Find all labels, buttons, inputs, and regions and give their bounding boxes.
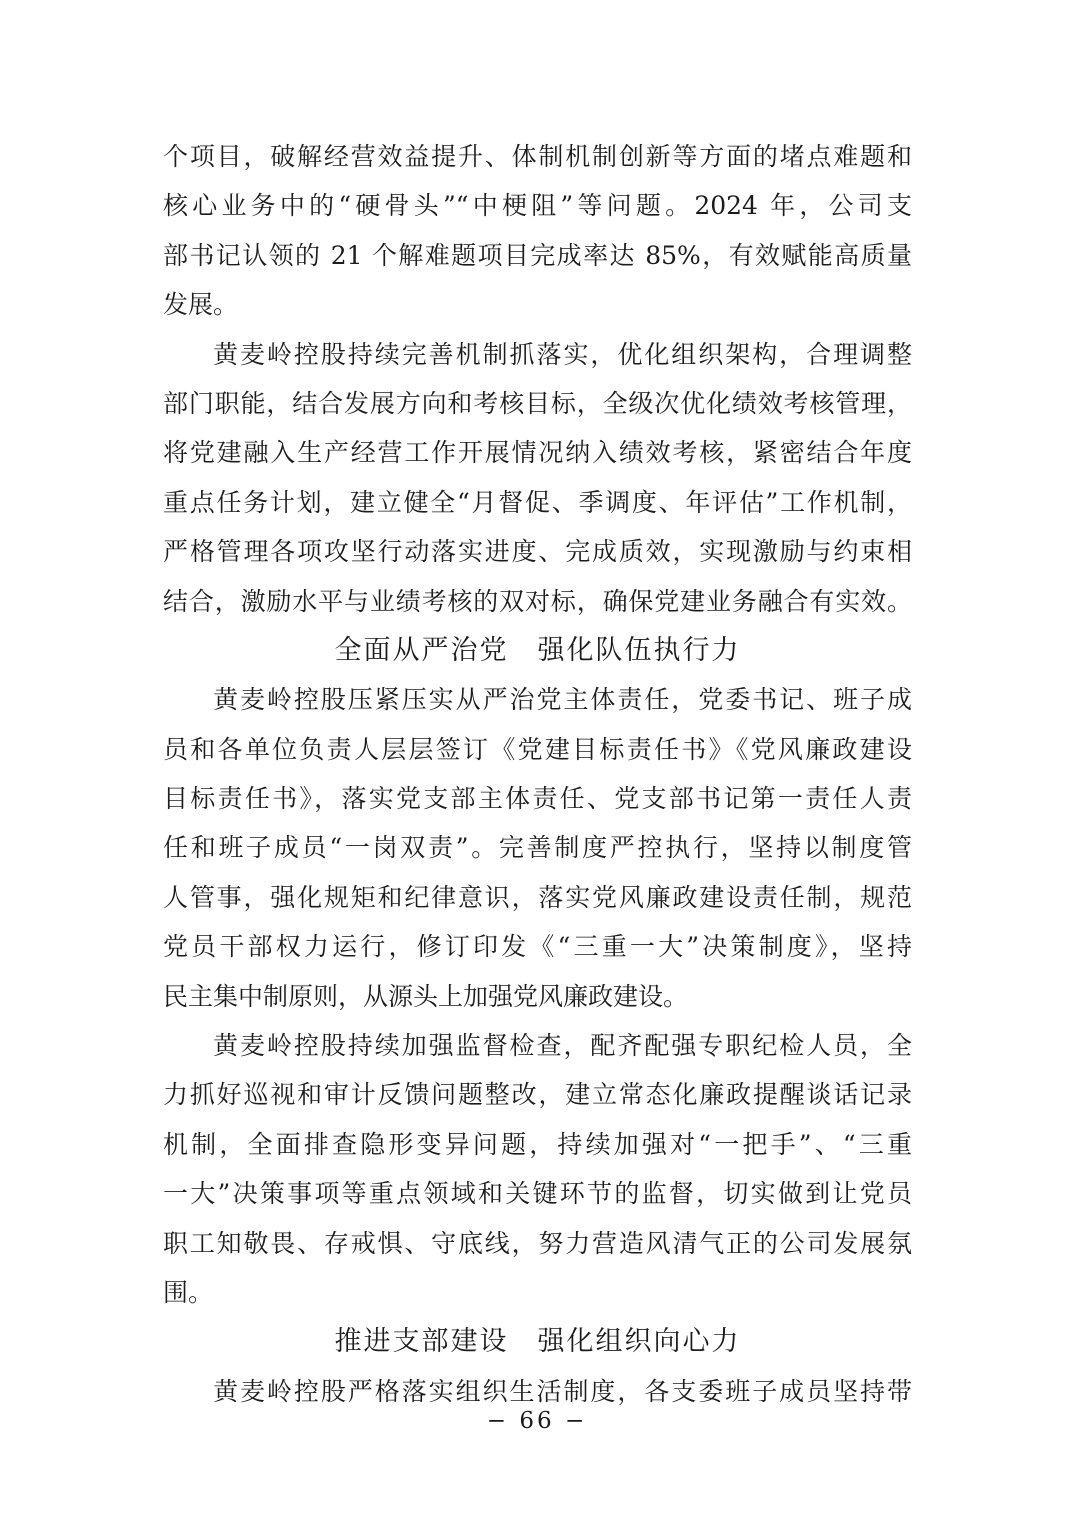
- text-line: 机制，全面排查隐形变异问题，持续加强对“一把手”、“三重: [163, 1129, 912, 1159]
- text-line: 发展。: [163, 290, 239, 320]
- text-line: 员和各单位负责人层层签订《党建目标责任书》《党风廉政建设: [163, 734, 912, 764]
- text-line: 核心业务中的“硬骨头”“中梗阻”等问题。2024 年，公司支: [163, 191, 912, 221]
- text-line: 部门职能，结合发展方向和考核目标，全级次优化绩效考核管理，: [163, 388, 912, 418]
- page-number: − 66 −: [486, 1408, 588, 1434]
- text-line: 将党建融入生产经营工作开展情况纳入绩效考核，紧密结合年度: [163, 438, 912, 468]
- text-line: 结合，激励水平与业绩考核的双对标，确保党建业务融合有实效。: [163, 586, 912, 616]
- text-line: 民主集中制原则，从源头上加强党风廉政建设。: [163, 981, 689, 1011]
- text-line: 一大”决策事项等重点领域和关键环节的监督，切实做到让党员: [163, 1179, 912, 1209]
- text-line: 部书记认领的 21 个解难题项目完成率达 85%，有效赋能高质量: [163, 240, 912, 270]
- text-line: 黄麦岭控股持续完善机制抓落实，优化组织架构，合理调整: [213, 339, 912, 369]
- text-line: 人管事，强化规矩和纪律意识，落实党风廉政建设责任制，规范: [163, 882, 912, 912]
- text-line: 严格管理各项攻坚行动落实进度、完成质效，实现激励与约束相: [163, 537, 912, 567]
- text-line: 黄麦岭控股压紧压实从严治党主体责任，党委书记、班子成: [213, 685, 912, 715]
- section-heading: 推进支部建设 强化组织向心力: [334, 1326, 741, 1358]
- text-line: 目标责任书》，落实党支部主体责任、党支部书记第一责任人责: [163, 784, 912, 814]
- text-line: 力抓好巡视和审计反馈问题整改，建立常态化廉政提醒谈话记录: [163, 1080, 912, 1110]
- section-heading: 全面从严治党 强化队伍执行力: [334, 634, 741, 666]
- text-line: 党员干部权力运行，修订印发《“三重一大”决策制度》，坚持: [163, 932, 912, 962]
- text-line: 个项目，破解经营效益提升、体制机制创新等方面的堵点难题和: [163, 142, 912, 171]
- page-body: [163, 132, 912, 1416]
- text-line: 围。: [163, 1277, 214, 1307]
- text-line: 职工知敬畏、存戒惧、守底线，努力营造风清气正的公司发展氛: [163, 1228, 912, 1258]
- text-line: 任和班子成员“一岗双责”。完善制度严控执行，坚持以制度管: [163, 833, 912, 863]
- text-line: 黄麦岭控股持续加强监督检查，配齐配强专职纪检人员，全: [213, 1031, 912, 1061]
- text-line: 重点任务计划，建立健全“月督促、季调度、年评估”工作机制，: [163, 487, 912, 517]
- text-line: 黄麦岭控股严格落实组织生活制度，各支委班子成员坚持带: [213, 1376, 912, 1406]
